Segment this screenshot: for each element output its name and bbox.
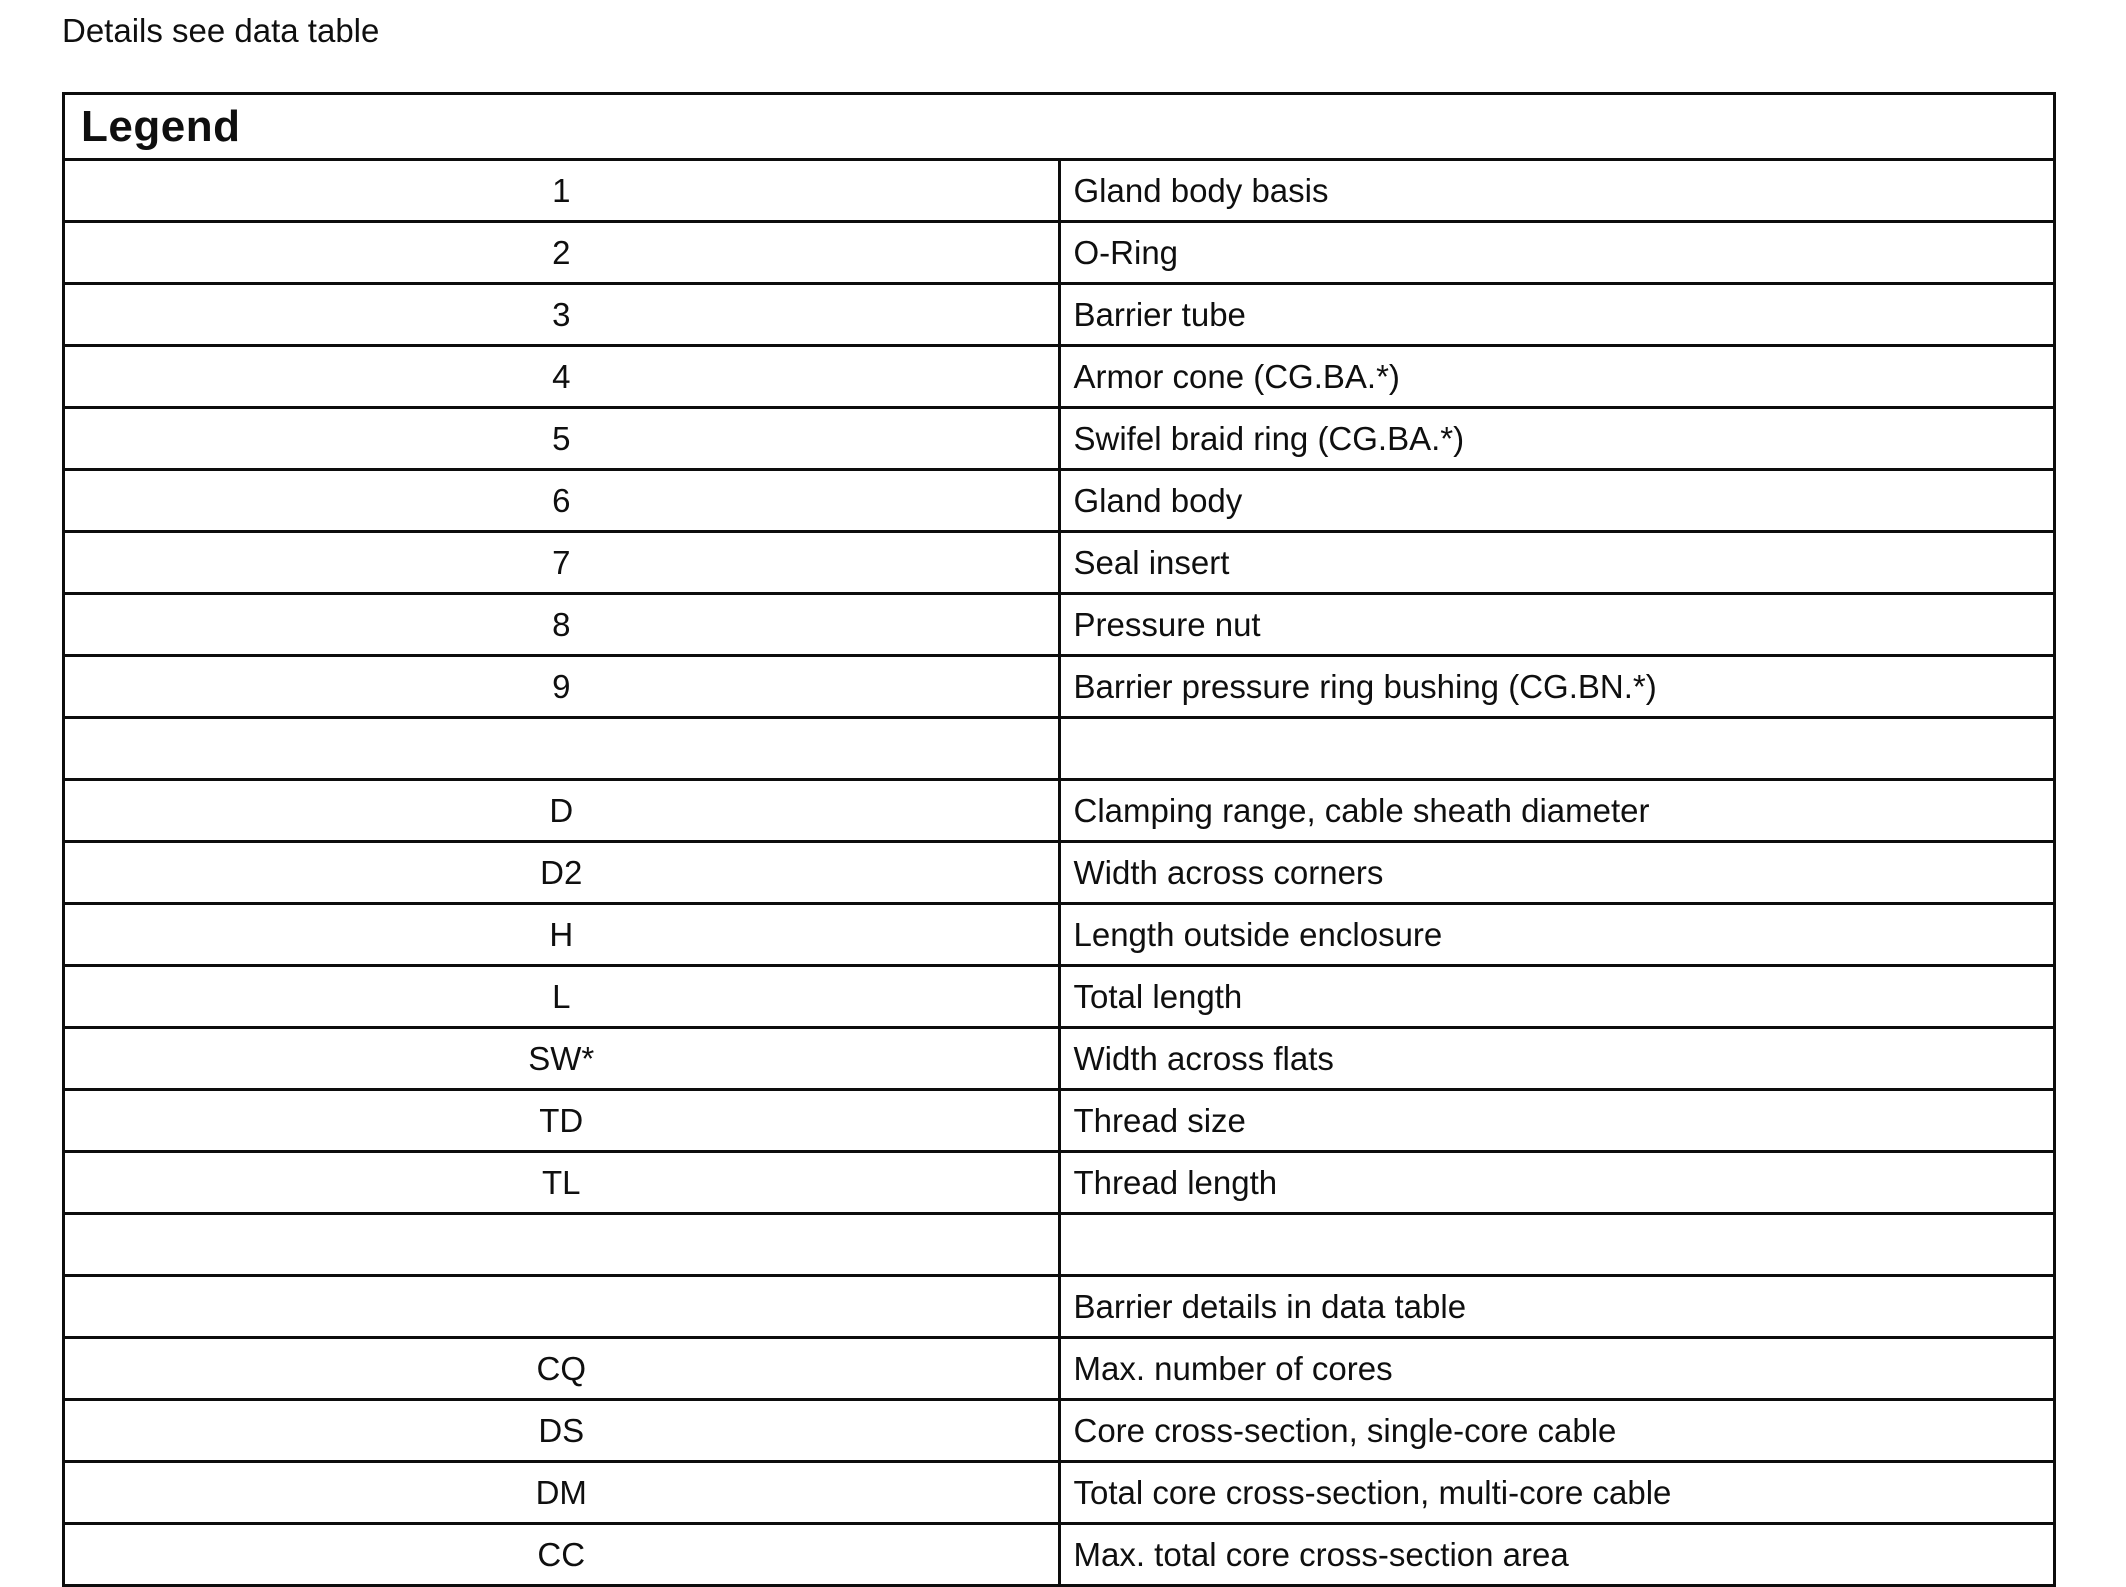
row-description-cell: Total core cross-section, multi-core cable bbox=[1059, 1462, 2055, 1524]
row-key-cell: TL bbox=[64, 1152, 1060, 1214]
row-description-cell: Pressure nut bbox=[1059, 594, 2055, 656]
row-description-cell: Barrier tube bbox=[1059, 284, 2055, 346]
row-key-cell: CQ bbox=[64, 1338, 1060, 1400]
row-key-cell: SW* bbox=[64, 1028, 1060, 1090]
row-key-cell: 1 bbox=[64, 160, 1060, 222]
row-description-cell: Armor cone (CG.BA.*) bbox=[1059, 346, 2055, 408]
row-key-cell: D2 bbox=[64, 842, 1060, 904]
row-key-cell: L bbox=[64, 966, 1060, 1028]
table-row bbox=[64, 904, 2055, 966]
row-description-cell: Length outside enclosure bbox=[1059, 904, 2055, 966]
page-note: Details see data table bbox=[62, 12, 380, 49]
table-row bbox=[64, 1028, 2055, 1090]
table-row bbox=[64, 160, 2055, 222]
row-key-cell: CC bbox=[64, 1524, 1060, 1586]
legend-table bbox=[62, 92, 2056, 1587]
row-description-cell: Thread length bbox=[1059, 1152, 2055, 1214]
row-key-cell: 7 bbox=[64, 532, 1060, 594]
table-row bbox=[64, 1462, 2055, 1524]
table-row bbox=[64, 1090, 2055, 1152]
table-row bbox=[64, 1276, 2055, 1338]
row-description-cell: Barrier details in data table bbox=[1059, 1276, 2055, 1338]
row-key-cell: 2 bbox=[64, 222, 1060, 284]
row-key-cell: TD bbox=[64, 1090, 1060, 1152]
row-key-cell bbox=[64, 1214, 1060, 1276]
row-key-cell bbox=[64, 718, 1060, 780]
table-row bbox=[64, 1214, 2055, 1276]
table-row bbox=[64, 470, 2055, 532]
table-row bbox=[64, 408, 2055, 470]
row-description-cell: Core cross-section, single-core cable bbox=[1059, 1400, 2055, 1462]
table-row bbox=[64, 594, 2055, 656]
row-description-cell bbox=[1059, 718, 2055, 780]
table-row bbox=[64, 1338, 2055, 1400]
row-key-cell: H bbox=[64, 904, 1060, 966]
legend-table-body bbox=[64, 160, 2055, 1586]
row-key-cell: 9 bbox=[64, 656, 1060, 718]
table-row bbox=[64, 842, 2055, 904]
row-key-cell: DS bbox=[64, 1400, 1060, 1462]
row-key-cell: 4 bbox=[64, 346, 1060, 408]
row-description-cell: Swifel braid ring (CG.BA.*) bbox=[1059, 408, 2055, 470]
row-key-cell: 3 bbox=[64, 284, 1060, 346]
legend-title: Legend bbox=[64, 94, 2055, 160]
table-row bbox=[64, 966, 2055, 1028]
row-description-cell: Barrier pressure ring bushing (CG.BN.*) bbox=[1059, 656, 2055, 718]
row-description-cell: Max. number of cores bbox=[1059, 1338, 2055, 1400]
row-description-cell: O-Ring bbox=[1059, 222, 2055, 284]
table-row bbox=[64, 346, 2055, 408]
row-description-cell: Gland body basis bbox=[1059, 160, 2055, 222]
row-description-cell: Max. total core cross-section area bbox=[1059, 1524, 2055, 1586]
row-description-cell bbox=[1059, 1214, 2055, 1276]
row-description-cell: Total length bbox=[1059, 966, 2055, 1028]
table-row bbox=[64, 1152, 2055, 1214]
row-description-cell: Width across flats bbox=[1059, 1028, 2055, 1090]
table-row bbox=[64, 1400, 2055, 1462]
row-description-cell: Width across corners bbox=[1059, 842, 2055, 904]
row-description-cell: Gland body bbox=[1059, 470, 2055, 532]
table-row bbox=[64, 1524, 2055, 1586]
row-key-cell: D bbox=[64, 780, 1060, 842]
row-key-cell: 5 bbox=[64, 408, 1060, 470]
row-key-cell: 6 bbox=[64, 470, 1060, 532]
row-description-cell: Clamping range, cable sheath diameter bbox=[1059, 780, 2055, 842]
row-description-cell: Thread size bbox=[1059, 1090, 2055, 1152]
row-key-cell: 8 bbox=[64, 594, 1060, 656]
table-row bbox=[64, 532, 2055, 594]
table-row bbox=[64, 718, 2055, 780]
row-description-cell: Seal insert bbox=[1059, 532, 2055, 594]
row-key-cell: DM bbox=[64, 1462, 1060, 1524]
table-row bbox=[64, 656, 2055, 718]
table-row bbox=[64, 780, 2055, 842]
legend-title-row bbox=[64, 94, 2055, 160]
table-row bbox=[64, 284, 2055, 346]
row-key-cell bbox=[64, 1276, 1060, 1338]
table-row bbox=[64, 222, 2055, 284]
legend-table-head bbox=[64, 94, 2055, 160]
